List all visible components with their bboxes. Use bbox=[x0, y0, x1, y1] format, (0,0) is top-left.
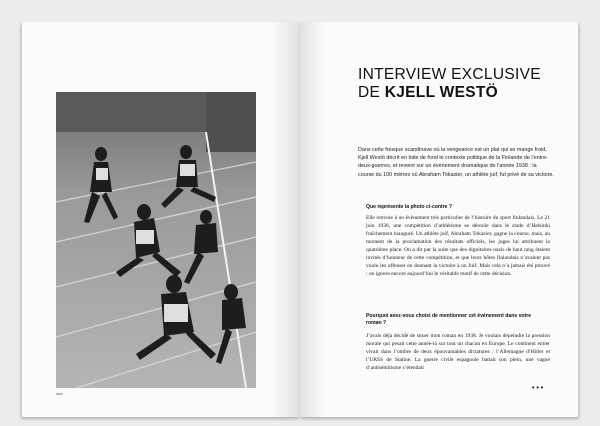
gutter-shadow-right bbox=[300, 22, 324, 417]
gutter-shadow-left bbox=[272, 22, 300, 417]
left-page bbox=[22, 22, 300, 417]
article-title bbox=[358, 66, 568, 102]
race-photo bbox=[56, 92, 256, 388]
title-line-1: INTERVIEW EXCLUSIVE bbox=[358, 66, 541, 83]
answer-2: J’avais déjà décidé de situer mon roman en 1938. Je voulais dépeindre la pression morale qui pesait cette année-là sur tout un chacun en Europe. Le continent entier vivait dans l’ombre de deux épouvantables dictatures : l’Allemagne d’Hitler et l’URSS de Staline. La guerre civile espagnole battait son plein, une vague d’antisémitisme s’étendait bbox=[366, 333, 550, 371]
intro-paragraph: Dans cette fresque scandinave où la vengeance est un plat qui se mange froid, Kjell Westö décrit en toile de fond le contexte politique de la Finlande de l’entre-deux-guerres, et revient sur un évènement dramatique de l’année 1938 : la course du 100 mètres où Abraham Tokazier, un athlète juif, fut privé de sa victoire. bbox=[358, 147, 554, 178]
right-page bbox=[300, 22, 578, 417]
question-2: Pourquoi avez-vous choisi de mentionner cet évènement dans votre roman ? bbox=[366, 313, 532, 326]
photo-caption: 0000 bbox=[56, 392, 63, 396]
question-1: Que représente la photo ci-contre ? bbox=[366, 204, 453, 210]
sprinters-photo-icon bbox=[56, 92, 256, 388]
title-line-2 bbox=[358, 84, 568, 102]
author-name: KJELL WESTÖ bbox=[384, 84, 498, 101]
answer-1: Elle renvoie à un évènement très particulier de l’histoire du sport finlandais. Le 21 juin 1938, une compétition d’athlétisme se déroule dans le stade d’Helsinki fraîchement inauguré. Un athlète juif, Abraham Tokazier, gagne la course, mais, au moment de la proclamation des résultats officiels, les juges lui attribuent la quatrième place. On a dit par la suite que des dignitaires nazis de haut rang étaient invités d’honneur de cette compétition, et que leurs hôtes finlandais n’avaient pas voulu les offenser en donnant la victoire à un Juif. Mais cela n’a jamais été prouvé : on ignore encore aujourd’hui le véritable motif de cette décision. bbox=[366, 215, 550, 277]
continue-marker: • • • bbox=[532, 385, 544, 392]
magazine-spread bbox=[22, 22, 578, 417]
title-prefix: DE bbox=[358, 84, 381, 101]
